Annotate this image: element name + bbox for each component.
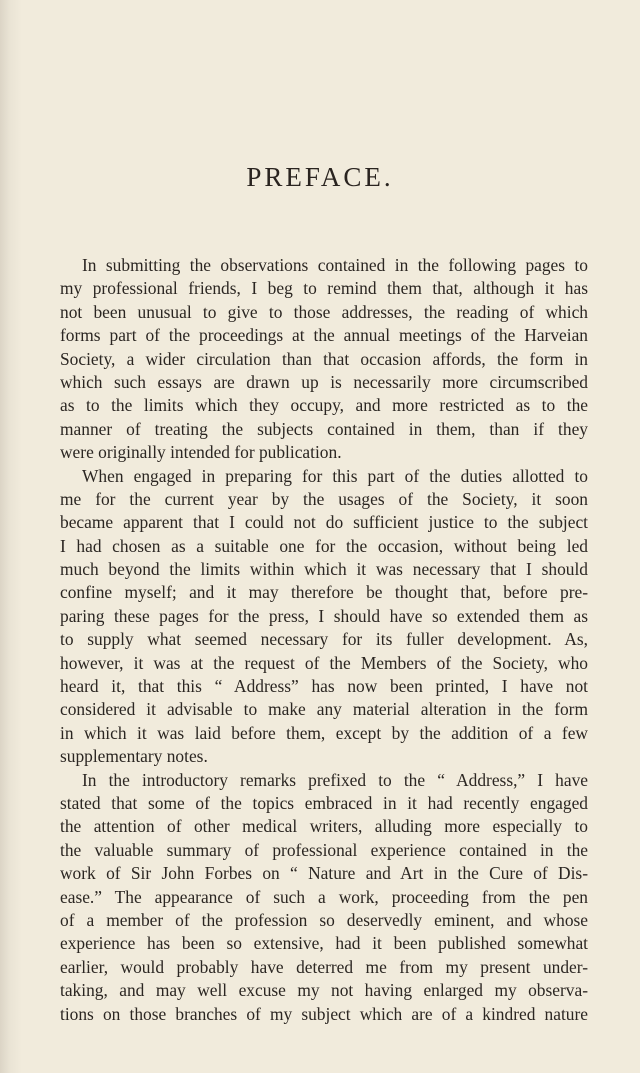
text-line: which such essays are drawn up is necessarily more circumscribed: [60, 371, 588, 392]
text-line: as to the limits which they occupy, and more restricted as to the: [60, 395, 588, 416]
text-line: manner of treating the subjects contained in them, than if they: [60, 418, 588, 439]
text-line: experience has been so extensive, had it been published somewhat: [60, 933, 588, 954]
text-line: tions on those branches of my subject which are of a kindred nature: [60, 1003, 588, 1024]
text-line: work of Sir John Forbes on “ Nature and Art in the Cure of Dis-: [60, 863, 588, 884]
text-line: me for the current year by the usages of the Society, it soon: [60, 488, 588, 509]
text-line: supplementary notes.: [60, 746, 208, 767]
text-line: stated that some of the topics embraced in it had recently engaged: [60, 792, 588, 813]
preface-body: [60, 254, 588, 1026]
text-line: In submitting the observations contained in the following pages to: [82, 255, 588, 275]
text-line: In the introductory remarks prefixed to the “ Address,” I have: [82, 769, 588, 790]
text-line: to supply what seemed necessary for its fuller development. As,: [60, 629, 588, 650]
text-line: ease.” The appearance of such a work, proceeding from the pen: [60, 886, 588, 907]
page-title: PREFACE.: [246, 162, 394, 192]
text-line: earlier, would probably have deterred me from my present under-: [60, 956, 588, 977]
text-line: I had chosen as a suitable one for the occasion, without being led: [60, 535, 588, 556]
text-line: heard it, that this “ Address” has now been printed, I have not: [60, 676, 588, 697]
text-line: considered it advisable to make any material alteration in the form: [60, 699, 588, 720]
text-line: Society, a wider circulation than that occasion affords, the form in: [60, 348, 588, 369]
text-line: in which it was laid before them, except by the addition of a few: [60, 722, 588, 743]
text-line: the attention of other medical writers, alluding more especially to: [60, 816, 588, 837]
text-line: however, it was at the request of the Members of the Society, who: [60, 652, 588, 673]
text-line: were originally intended for publication.: [60, 442, 342, 463]
text-line: the valuable summary of professional experience contained in the: [60, 839, 588, 860]
text-line: became apparent that I could not do sufficient justice to the subject: [60, 512, 588, 533]
text-line: taking, and may well excuse my not having enlarged my observa-: [60, 980, 588, 1001]
text-line: paring these pages for the press, I should have so extended them as: [60, 605, 588, 626]
text-line: much beyond the limits within which it was necessary that I should: [60, 559, 588, 580]
text-line: of a member of the profession so deservedly eminent, and whose: [60, 909, 588, 930]
text-line: When engaged in preparing for this part of the duties allotted to: [82, 465, 588, 486]
text-line: my professional friends, I beg to remind them that, although it has: [60, 278, 588, 299]
text-line: not been unusual to give to those addresses, the reading of which: [60, 301, 588, 322]
text-line: confine myself; and it may therefore be thought that, before pre-: [60, 582, 588, 603]
text-line: forms part of the proceedings at the annual meetings of the Harveian: [60, 325, 588, 346]
